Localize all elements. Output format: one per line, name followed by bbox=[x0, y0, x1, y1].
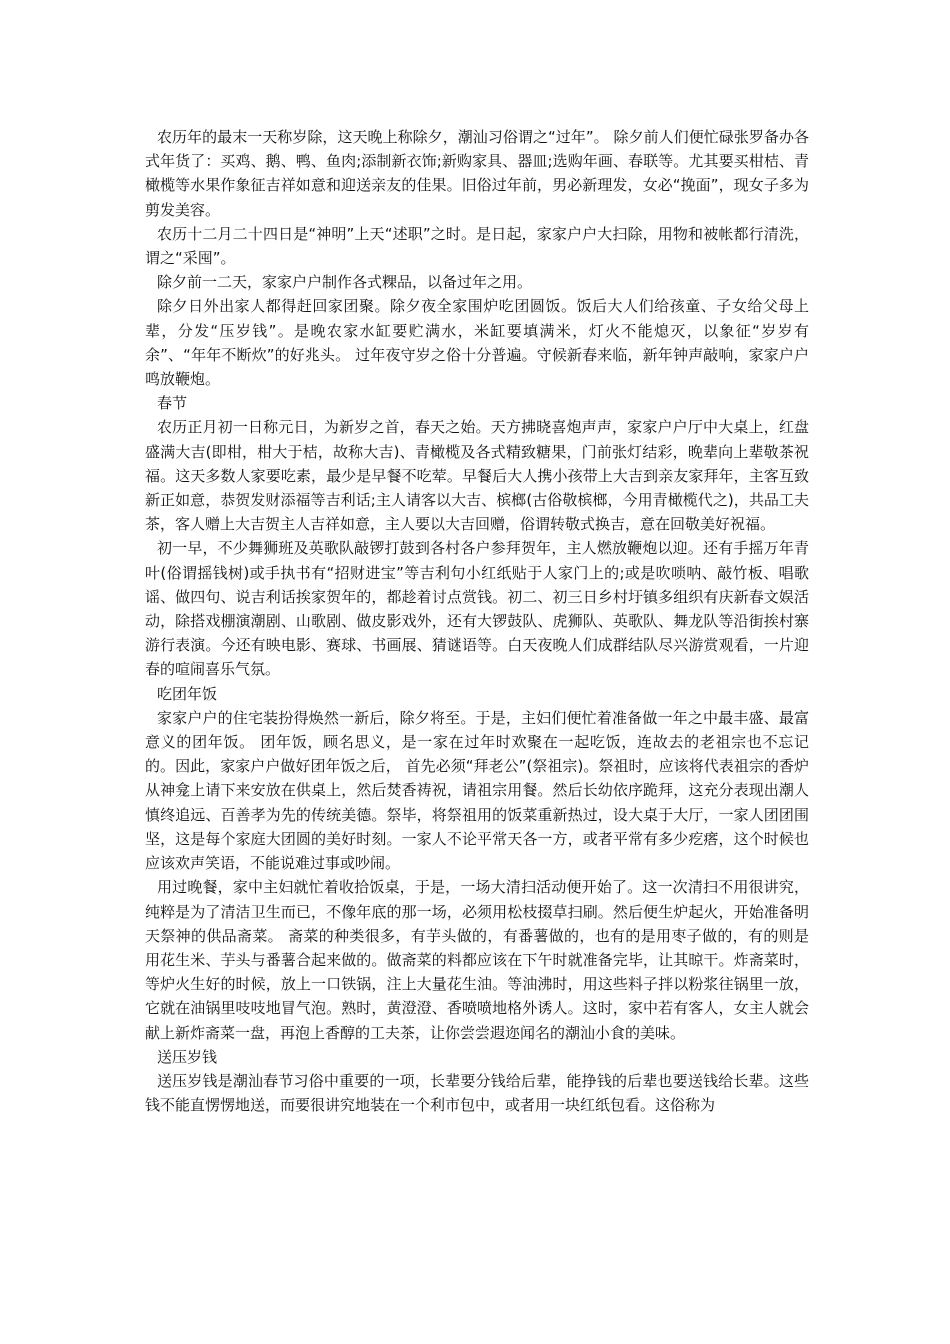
section-heading-reunion-meal: 吃团年饭 bbox=[157, 684, 218, 703]
paragraph-kitchen-god: 农历十二月二十四日是“神明”上天“述职”之时。是日起，家家户户大扫除，用物和被帐都行清洗，谓之“采囤”。 bbox=[145, 224, 809, 268]
paragraph-new-year-day: 农历正月初一日称元日，为新岁之首，春天之始。天方拂晓喜炮声声，家家户户厅中大桌上，红盘盛满大吉(即柑，柑大于桔，故称大吉)、青橄榄及各式精致糖果，门前张灯结彩，晚辈向上辈敬茶祝福。这天多数人家要吃素，最少是早餐不吃荤。早餐后大人携小孩带上大吉到亲友家拜年，主客互致新正如意，恭贺发财添福等吉利话;主人请客以大吉、槟榔(古俗敬槟榔，今用青橄榄代之)，共品工夫茶，客人赠上大吉贺主人吉祥如意，主人要以大吉回赠，俗谓转敬式换吉，意在回敬美好祝福。 bbox=[145, 418, 809, 534]
paragraph-rice-cakes: 除夕前一二天，家家户户制作各式粿品，以备过年之用。 bbox=[157, 273, 533, 292]
paragraph-festivities: 初一早，不少舞狮班及英歌队敲锣打鼓到各村各户参拜贺年，主人燃放鞭炮以迎。还有手摇万年青叶(俗谓摇钱树)或手执书有“招财进宝”等吉利句小红纸贴于人家门上的;或是吹唢呐、敲竹板、唱歌谣、做四句、说吉利话挨家贺年的，都趁着讨点赏钱。初二、初三日乡村圩镇多组织有庆新春文娱活动，除搭戏棚演潮剧、山歌剧、做皮影戏外，还有大锣鼓队、虎狮队、英歌队、舞龙队等沿街挨村寨游行表演。今还有映电影、赛球、书画展、猜谜语等。白天夜晚人们成群结队尽兴游赏观看，一片迎春的喧闹喜乐气氛。 bbox=[145, 539, 809, 679]
document-body bbox=[145, 125, 809, 1117]
paragraph-ancestor-worship: 家家户户的住宅装扮得焕然一新后，除夕将至。于是，主妇们便忙着准备做一年之中最丰盛、最富意义的团年饭。 团年饭，顾名思义，是一家在过年时欢聚在一起吃饭，连故去的老祖宗也不忘记的。因此，家家户户做好团年饭之后， 首先必须“拜老公”(祭祖宗)。祭祖时，应该将代表祖宗的香炉从神龛上请下来安放在供桌上，然后焚香祷祝，请祖宗用餐。然后长幼依序跪拜，这充分表现出潮人慎终追远、百善孝为先的传统美德。祭毕，将祭祖用的饭菜重新热过，设大桌于大厅，一家人团团围坚，这是每个家庭大团圆的美好时刻。一家人不论平常天各一方，或者平常有多少疙瘩，这个时候也应该欢声笑语，不能说难过事或吵闹。 bbox=[145, 708, 809, 873]
paragraph-new-year-eve-preparations: 农历年的最末一天称岁除，这天晚上称除夕，潮汕习俗谓之“过年”。 除夕前人们便忙碌张罗备办各式年货了：买鸡、鹅、鸭、鱼肉;添制新衣饰;新购家具、器皿;选购年画、春联等。尤其要买柑桔、青橄榄等水果作象征吉祥如意和迎送亲友的佳果。旧俗过年前，男必新理发，女必“挽面”，现女子多为剪发美容。 bbox=[145, 128, 809, 219]
paragraph-vegetarian-dishes: 用过晚餐，家中主妇就忙着收拾饭桌，于是，一场大清扫活动便开始了。这一次清扫不用很讲究，纯粹是为了清洁卫生而已，不像年底的那一场，必须用松枝掇草扫刷。然后便生炉起火，开始准备明天祭神的供品斋菜。 斋菜的种类很多，有芋头做的，有番薯做的，也有的是用枣子做的，有的则是用花生米、芋头与番薯合起来做的。做斋菜的料都应该在下午时就准备完毕，让其晾干。炸斋菜时，等炉火生好的时候，放上一口铁锅，注上大量花生油。等油沸时，用这些料子拌以粉浆往锅里一放，它就在油锅里吱吱地冒气泡。熟时，黄澄澄、香喷喷地格外诱人。这时，家中若有客人，女主人就会献上新炸斋菜一盘，再泡上香醇的工夫茶，让你尝尝遐迩闻名的潮汕小食的美味。 bbox=[145, 878, 809, 1042]
paragraph-reunion-dinner: 除夕日外出家人都得赶回家团聚。除夕夜全家围炉吃团圆饭。饭后大人们给孩童、子女给父母上辈，分发“压岁钱”。是晚农家水缸要贮满水，米缸要填满米，灯火不能熄灭，以象征“岁岁有余”、“年年不断炊”的好兆头。 过年夜守岁之俗十分普遍。守候新春来临，新年钟声敲响，家家户户鸣放鞭炮。 bbox=[145, 297, 809, 389]
section-heading-lucky-money: 送压岁钱 bbox=[157, 1047, 218, 1066]
section-heading-spring-festival: 春节 bbox=[157, 394, 188, 413]
paragraph-lucky-money: 送压岁钱是潮汕春节习俗中重要的一项，长辈要分钱给后辈，能挣钱的后辈也要送钱给长辈。这些钱不能直愣愣地送，而要很讲究地装在一个利市包中，或者用一块红纸包看。这俗称为 bbox=[145, 1071, 809, 1115]
